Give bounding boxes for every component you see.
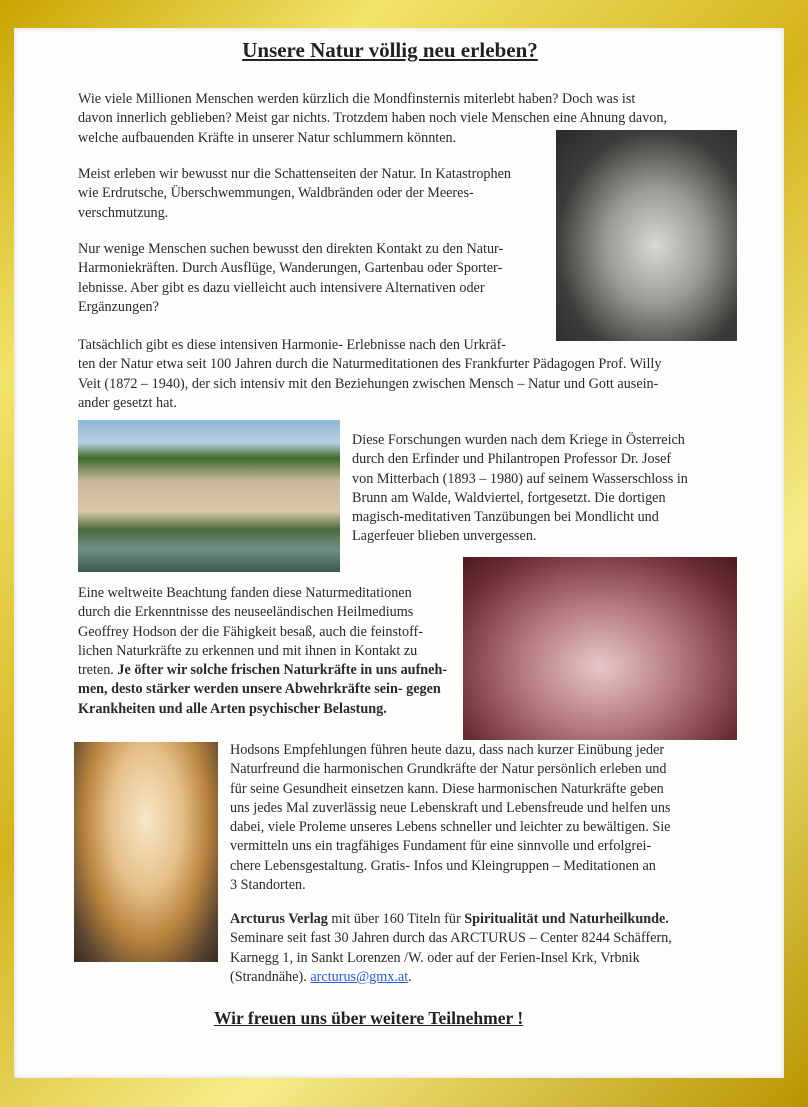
text-segment: Harmoniekräften. Durch Ausflüge, Wanderungen, Gartenbau oder Sporter- [78,260,503,277]
text-line [230,799,670,818]
text-segment: Veit (1872 – 1940), der sich intensiv mit den Beziehungen zwischen Mensch – Natur und Gott ausein- [78,375,659,392]
text-line [352,527,688,546]
text-line [230,968,672,987]
text-segment: 3 Standorten. [230,877,306,894]
text-line [230,949,672,968]
text-segment: chere Lebensgestaltung. Gratis- Infos und Kleingruppen – Meditationen an [230,857,656,874]
text-segment: . [408,968,412,985]
text-segment: ander gesetzt hat. [78,394,177,411]
text-segment: Lagerfeuer blieben unvergessen. [352,528,537,545]
closing-line: Wir freuen uns über weitere Teilnehmer ! [214,1008,524,1028]
paragraph-willy-veit [78,336,661,413]
text-segment: vermitteln uns ein tragfähiges Fundament für eine sinnvolle und erfolgrei- [230,838,652,855]
text-segment: ten der Natur etwa seit 100 Jahren durch die Naturmeditationen des Frankfurter Pädagogen Prof. Willy [78,356,662,373]
text-segment: von Mitterbach (1893 – 1980) auf seinem Wasserschloss in [352,470,688,487]
text-line [78,375,661,394]
text-segment: mit über 160 Titeln für [327,911,465,927]
text-line [352,431,688,450]
paragraph-arcturus-verlag [230,910,672,987]
text-line [78,184,511,203]
text-line [230,876,670,895]
text-segment: wie Erdrutsche, Überschwemmungen, Waldbränden oder der Meeres- [78,185,474,202]
text-segment: durch den Erfinder und Philantropen Professor Dr. Josef [352,451,672,468]
text-segment: Brunn am Walde, Waldviertel, fortgesetzt. Die dortigen [352,489,666,506]
text-line [78,298,503,317]
text-line [230,741,670,760]
text-segment: lichen Naturkräfte zu erkennen und mit ihnen in Kontakt zu [78,642,418,659]
text-segment: magisch-meditativen Tanzübungen bei Mondlicht und [352,509,659,526]
text-line [352,470,688,489]
text-segment: Spiritualität und Naturheilkunde. [464,911,669,927]
text-line [230,760,670,779]
text-line [78,204,511,223]
text-segment: men, desto stärker werden unsere Abwehrkräfte sein- gegen [78,681,441,698]
text-segment: Geoffrey Hodson der die Fähigkeit besaß, auch die feinstoff- [78,623,423,640]
text-line [230,910,672,929]
text-line [78,165,511,184]
text-line [78,603,447,622]
paragraph-harmony-forces [78,240,503,317]
bust-portrait-image [556,130,737,341]
text-segment: Eine weltweite Beachtung fanden diese Naturmeditationen [78,585,412,601]
water-castle-image [78,420,340,572]
text-line [78,90,667,109]
hodson-portrait-image [74,742,218,962]
text-line [78,642,447,661]
paragraph-recommendations [230,741,670,895]
text-segment: welche aufbauenden Kräfte in unserer Natur schlummern könnten. [78,129,457,146]
text-line [78,279,503,298]
text-line [78,394,661,413]
text-segment: lebnisse. Aber gibt es dazu vielleicht auch intensivere Alternativen oder [78,279,485,296]
text-segment: Tatsächlich gibt es diese intensiven Harmonie- Erlebnisse nach den Urkräf- [78,337,507,353]
text-segment: Hodsons Empfehlungen führen heute dazu, dass nach kurzer Einübung jeder [230,742,665,758]
text-segment: für seine Gesundheit einsetzen kann. Diese harmonischen Naturkräfte geben [230,780,664,797]
text-segment: Meist erleben wir bewusst nur die Schattenseiten der Natur. In Katastrophen [78,166,511,182]
text-line [78,336,661,355]
text-segment: treten. [78,662,118,679]
text-segment: Seminare seit fast 30 Jahren durch das ARCTURUS – Center 8244 Schäffern, [230,930,672,947]
text-segment: durch die Erkenntnisse des neuseeländischen Heilmediums [78,604,414,621]
text-line [230,857,670,876]
text-segment: davon innerlich geblieben? Meist gar nichts. Trotzdem haben noch viele Menschen eine Ahnung davon, [78,110,668,127]
text-segment: (Strandnähe). [230,968,311,985]
text-line [352,489,688,508]
text-line [352,450,688,469]
text-line [78,700,447,719]
text-line [78,240,503,259]
text-segment: Arcturus Verlag [230,911,328,927]
text-line [230,929,672,948]
text-line [78,623,447,642]
text-line [78,661,447,680]
text-line [78,109,667,128]
paragraph-hodson [78,584,447,719]
text-line [78,584,447,603]
text-line [230,780,670,799]
text-segment: Krankheiten und alle Arten psychischer Belastung. [78,700,387,717]
email-link[interactable]: arcturus@gmx.at [310,968,409,985]
text-segment: Ergänzungen? [78,298,159,315]
page-title: Unsere Natur völlig neu erleben? [242,38,538,62]
text-segment: Nur wenige Menschen suchen bewusst den direkten Kontakt zu den Natur- [78,241,504,257]
text-segment: Je öfter wir solche frischen Naturkräfte in uns aufneh- [117,662,448,679]
text-segment: Diese Forschungen wurden nach dem Kriege in Österreich [352,432,685,448]
text-line [352,508,688,527]
text-segment: verschmutzung. [78,204,169,221]
text-line [230,837,670,856]
text-segment: Karnegg 1, in Sankt Lorenzen /W. oder auf der Ferien-Insel Krk, Vrbnik [230,949,640,966]
text-line [78,259,503,278]
text-segment: dabei, viele Proleme unseres Lebens schneller und leichter zu bewältigen. Sie [230,819,671,836]
text-line [230,818,670,837]
text-segment: Naturfreund die harmonischen Grundkräfte der Natur persönlich erleben und [230,761,667,778]
text-line [78,355,661,374]
text-segment: Wie viele Millionen Menschen werden kürzlich die Mondfinsternis miterlebt haben? Doch was ist [78,91,636,107]
text-line [78,680,447,699]
circle-dance-image [463,557,737,740]
paragraph-mitterbach [352,431,688,547]
text-segment: uns jedes Mal zuverlässig neue Lebenskraft und Lebensfreude und helfen uns [230,799,671,816]
paragraph-shadow-sides [78,165,511,223]
